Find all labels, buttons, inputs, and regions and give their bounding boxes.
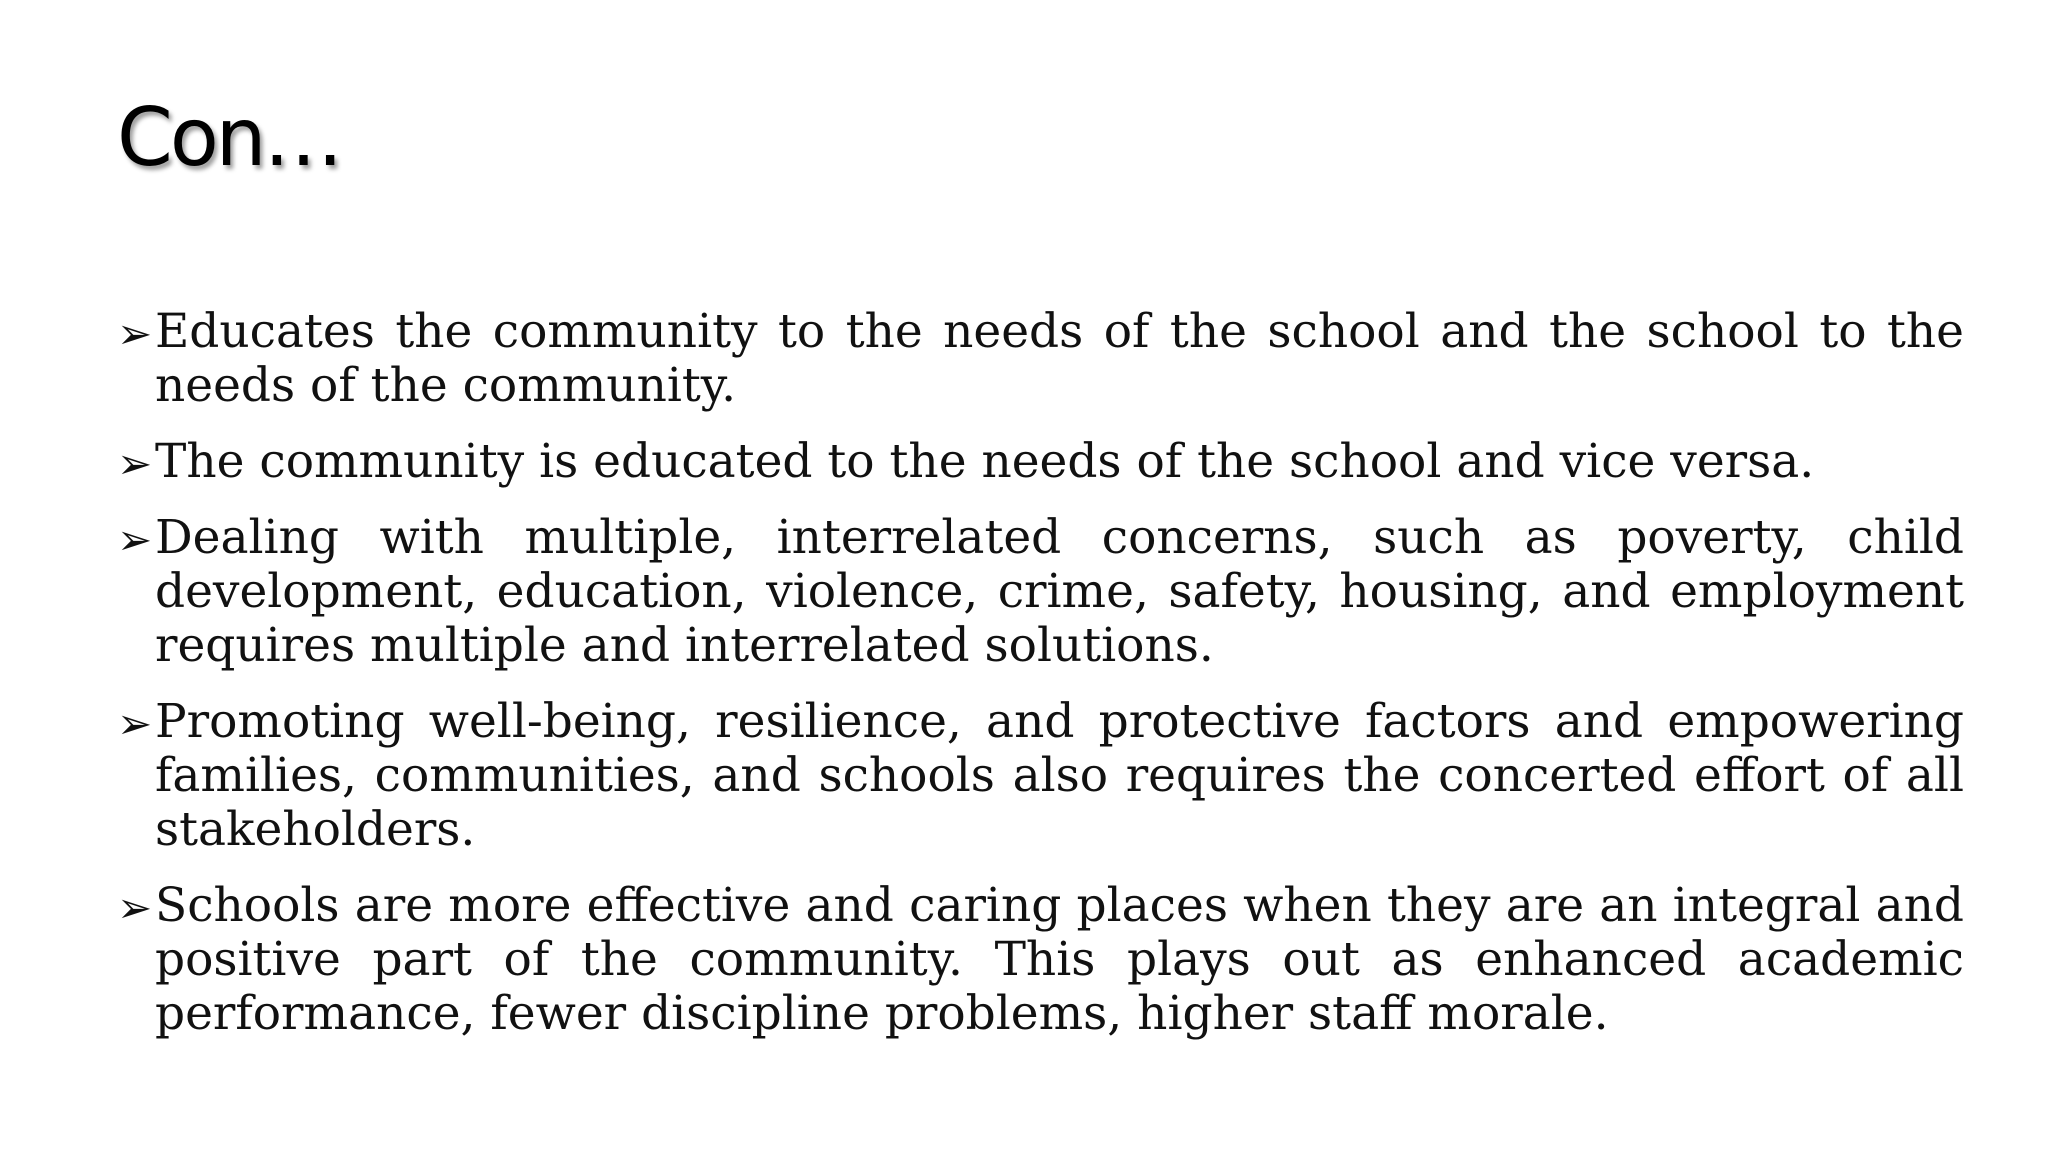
arrow-bullet-icon: ➢	[117, 883, 153, 932]
arrow-bullet-icon: ➢	[117, 439, 153, 488]
bullet-list	[117, 305, 1964, 1063]
bullet-item	[117, 695, 1964, 857]
arrow-bullet-icon: ➢	[117, 309, 153, 358]
arrow-bullet-icon: ➢	[117, 515, 153, 564]
bullet-text: Promoting well-being, resilience, and protective factors and empowering families, communities, and schools also requires the concerted effort of all stakeholders.	[155, 694, 1964, 857]
bullet-text: Dealing with multiple, interrelated concerns, such as poverty, child development, education, violence, crime, safety, housing, and employment requires multiple and interrelated solutions.	[155, 510, 1964, 673]
bullet-text: The community is educated to the needs of the school and vice versa.	[155, 434, 1815, 489]
slide-title: Con…	[117, 91, 341, 184]
bullet-text: Educates the community to the needs of the school and the school to the needs of the community.	[155, 304, 1964, 413]
bullet-item	[117, 305, 1964, 413]
bullet-item	[117, 435, 1964, 489]
bullet-item	[117, 879, 1964, 1041]
bullet-item	[117, 511, 1964, 673]
arrow-bullet-icon: ➢	[117, 699, 153, 748]
bullet-text: Schools are more effective and caring places when they are an integral and positive part of the community. This plays out as enhanced academic performance, fewer discipline problems, higher staff morale.	[155, 878, 1964, 1041]
